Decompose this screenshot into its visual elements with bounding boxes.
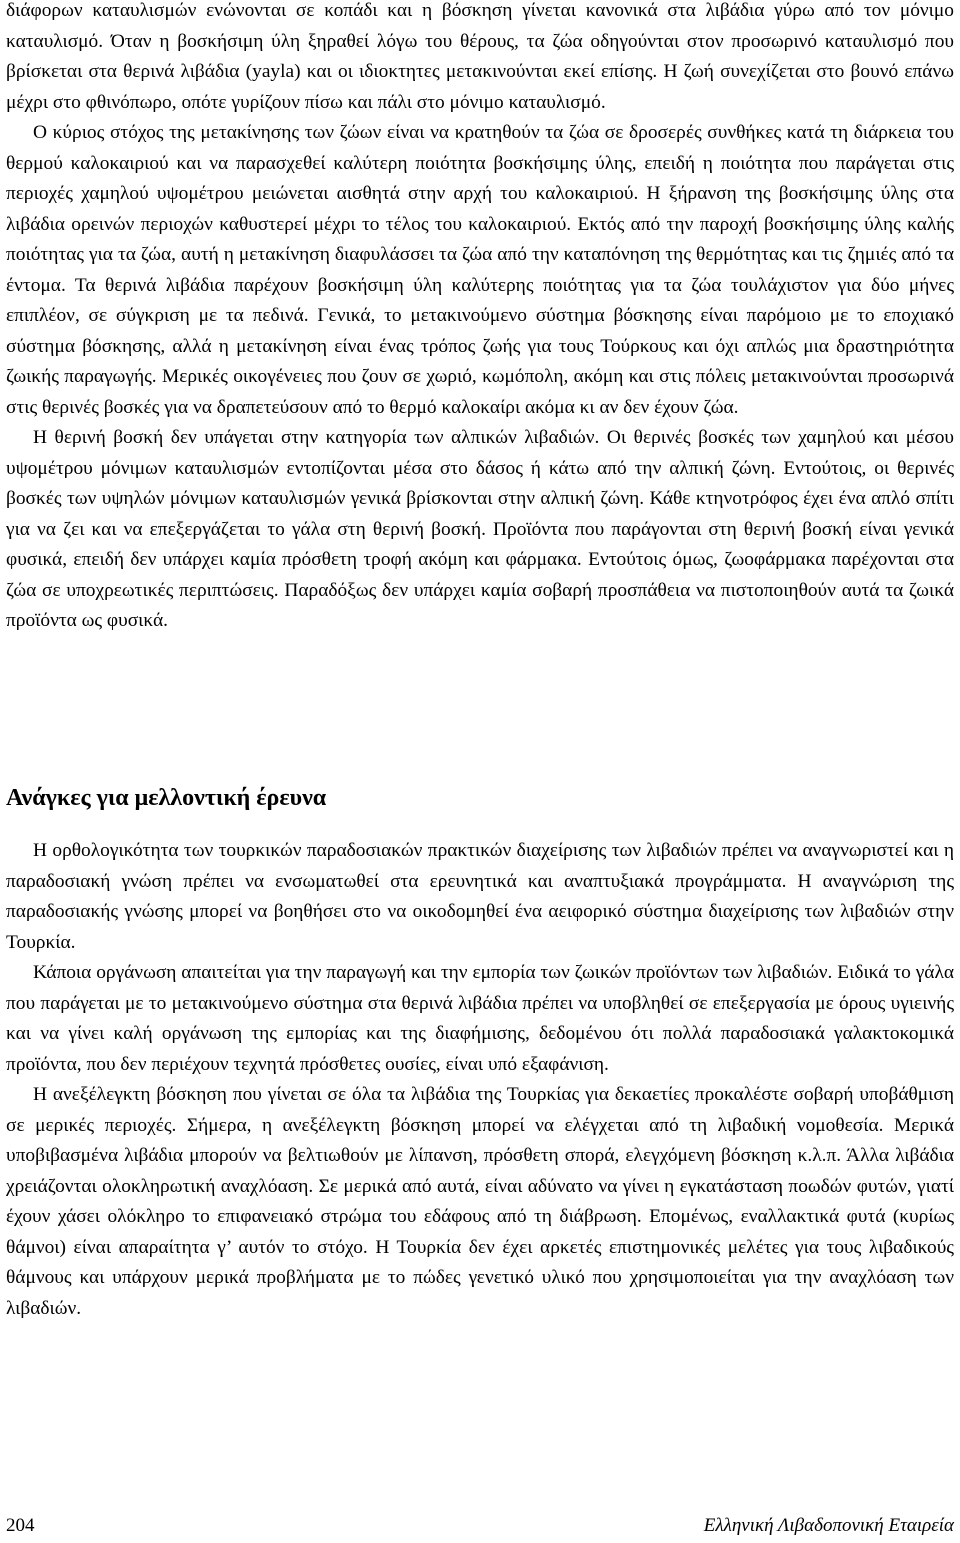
section-2-body (6, 836, 954, 1324)
page-footer (6, 1515, 954, 1543)
section-heading: Ανάγκες για μελλοντική έρευνα (6, 785, 327, 811)
paragraph-summer-pasture: Η θερινή βοσκή δεν υπάγεται στην κατηγορία των αλπικών λιβαδιών. Οι θερινές βοσκές των χαμηλού και μέσου υψομέτρου μόνιμων καταυλισμών εντοπίζονται μέσα στο δάσος ή κάτω από την αλπική ζώνη. Εντούτοις, οι θερινές βοσκές των υψηλών μόνιμων καταυλισμών γενικά βρίσκονται στην αλπική ζώνη. Κάθε κτηνοτρόφος έχει ένα απλό σπίτι για να ζει και να επεξεργάζεται το γάλα στη θερινή βοσκή. Προϊόντα που παράγονται στη θερινή βοσκή είναι γενικά φυσικά, επειδή δεν υπάρχει καμία πρόσθετη τροφή ακόμη και φάρμακα. Εντούτοις όμως, ζωοφάρμακα παρέχονται στα ζώα σε υποχρεωτικές περιπτώσεις. Παραδόξως δεν υπάρχει καμία σοβαρή προσπάθεια να πιστοποιηθούν αυτά τα ζωικά προϊόντα ως φυσικά. (6, 427, 954, 631)
paragraph-traditional-knowledge: Η ορθολογικότητα των τουρκικών παραδοσιακών πρακτικών διαχείρισης των λιβαδιών πρέπει να αναγνωριστεί και η παραδοσιακή γνώση πρέπει να ενσωματωθεί στα ερευνητικά και αναπτυξιακά προγράμματα. Η αναγνώριση της παραδοσιακής γνώσης μπορεί να βοηθήσει στο να οικοδομηθεί ένα αειφορικό σύστημα διαχείρισης των λιβαδιών στην Τουρκία. (6, 840, 954, 953)
paragraph-continuation: διάφορων καταυλισμών ενώνονται σε κοπάδι και η βόσκηση γίνεται κανονικά στα λιβάδια γύρω από τον μόνιμο καταυλισμό. Όταν η βοσκήσιμη ύλη ξηραθεί λόγω του θέρους, τα ζώα οδηγούνται στον προσωρινό καταυλισμό που βρίσκεται στα θερινά λιβάδια (yayla) και οι ιδιοκτητες μετακινούνται εκεί επίσης. Η ζωή συνεχίζεται στο βουνό επάνω μέχρι στο φθινόπωρο, οπότε γυρίζουν πίσω και πάλι στο μόνιμο καταυλισμό. (6, 0, 954, 113)
section-1-body (6, 0, 954, 637)
page-number: 204 (6, 1515, 35, 1536)
paragraph-uncontrolled-grazing: Η ανεξέλεγκτη βόσκηση που γίνεται σε όλα τα λιβάδια της Τουρκίας για δεκαετίες προκαλέστε σοβαρή υποβάθμιση σε μερικές περιοχές. Σήμερα, η ανεξέλεγκτη βόσκηση μπορεί να ελέγχεται από τη λιβαδική νομοθεσία. Μερικά υποβιβασμένα λιβάδια μπορούν να βελτιωθούν με λίπανση, πρόσθετη σπορά, ελεγχόμενη βόσκηση κ.λ.π. Άλλα λιβάδια χρειάζονται ολοκληρωτική αναχλόαση. Σε μερικά από αυτά, είναι αδύνατο να γίνει η εγκατάσταση ποωδών φυτών, γιατί έχουν χάσει ολόκληρο το επιφανειακό στρώμα του εδάφους από τη διάβρωση. Επομένως, εναλλακτικά φυτά (κυρίως θάμνοι) είναι απαραίτητα γ’ αυτόν το στόχο. Η Τουρκία δεν έχει αρκετές επιστημονικές μελέτες για τους λιβαδικούς θάμνους και υπάρχουν μερικά προβλήματα με το πώδες γενετικό υλικό που χρησιμοποιείται για την αναχλόαση των λιβαδιών. (6, 1084, 954, 1319)
paragraph-organization: Κάποια οργάνωση απαιτείται για την παραγωγή και την εμπορία των ζωικών προϊόντων των λιβαδιών. Ειδικά το γάλα που παράγεται με το μετακινούμενο σύστημα στα θερινά λιβάδια πρέπει να υποβληθεί σε επεξεργασία με όρους υγιεινής και να γίνει καλή οργάνωση της εμπορίας και της διαφήμισης, δεδομένου ότι πολλά παραδοσιακά γαλακτοκομικά προϊόντα, που δεν περιέχουν τεχνητά πρόσθετες ουσίες, είναι υπό εξαφάνιση. (6, 962, 954, 1075)
footer-organization: Ελληνική Λιβαδοπονική Εταιρεία (703, 1515, 954, 1536)
paragraph-movement-goal: Ο κύριος στόχος της μετακίνησης των ζώων είναι να κρατηθούν τα ζώα σε δροσερές συνθήκες κατά τη διάρκεια του θερμού καλοκαιριού και να παρασχεθεί καλύτερη ποιότητα βοσκήσιμης ύλης, επειδή η ποιότητα που παράγεται στις περιοχές χαμηλού υψομέτρου μειώνεται αισθητά στην αρχή του καλοκαιριού. Η ξήρανση της βοσκήσιμης ύλης στα λιβάδια ορεινών περιοχών καθυστερεί μέχρι το τέλος του καλοκαιριού. Εκτός από την παροχή βοσκήσιμης ύλης καλής ποιότητας για τα ζώα, αυτή η μετακίνηση διαφυλάσσει τα ζώα από την καταπόνηση της θερμότητας και τις ζημιές από τα έντομα. Τα θερινά λιβάδια παρέχουν βοσκήσιμη ύλη καλύτερης ποιότητας για τα ζώα τουλάχιστον για δύο μήνες επιπλέον, σε σύγκριση με τα πεδινά. Γενικά, το μετακινούμενο σύστημα βόσκησης είναι παρόμοιο με το εποχιακό σύστημα βόσκησης, αλλά η μετακίνηση είναι ένας τρόπος ζωής για τους Τούρκους και όχι απλώς μια δραστηριότητα ζωικής παραγωγής. Μερικές οικογένειες που ζουν σε χωριό, κωμόπολη, ακόμη και στις πόλεις μετακινούνται προσωρινά στις θερινές βοσκές για να δραπετεύσουν από το θερμό καλοκαίρι ακόμα κι αν δεν έχουν ζώα. (6, 122, 954, 418)
